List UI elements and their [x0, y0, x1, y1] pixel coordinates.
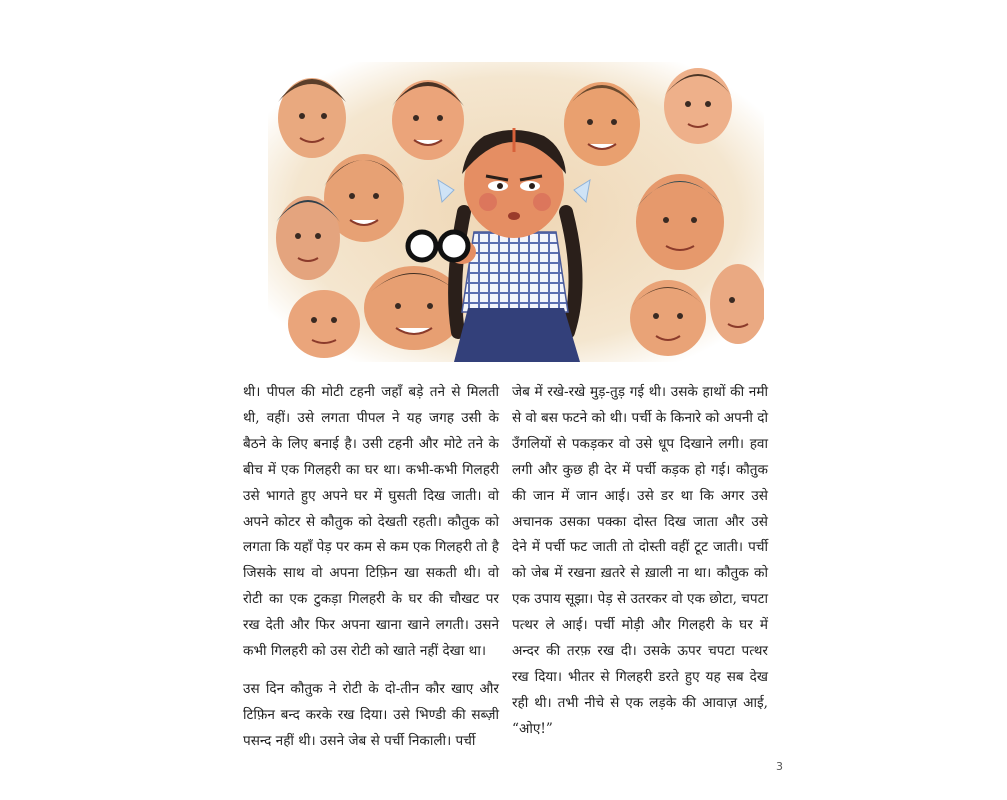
illustration-girl-with-glasses-crowd-icon: [268, 62, 764, 362]
paragraph: उस दिन कौतुक ने रोटी के दो-तीन कौर खाए और टिफ़िन बन्द करके रख दिया। उसे भिण्डी की सब्ज़ी पसन्द नहीं थी। उसने जेब से पर्ची निकाली। पर्ची: [243, 680, 499, 749]
text-column-right: [512, 380, 768, 755]
face: [630, 280, 706, 356]
page-number: 3: [776, 760, 783, 773]
face: [276, 196, 340, 280]
face: [636, 174, 724, 270]
face: [288, 290, 360, 358]
story-illustration: [268, 62, 764, 362]
text-column-left: [243, 380, 499, 767]
face: [710, 264, 764, 344]
face: [278, 78, 346, 158]
paragraph: थी। पीपल की मोटी टहनी जहाँ बड़े तने से मिलती थी, वहीं। उसे लगता पीपल ने यह जगह उसी के बैठने के लिए बनाई है। उसी टहनी और मोटे तने के बीच में एक गिलहरी का घर था। कभी-कभी गिलहरी उसे भागते हुए अपने घर में घुसती दिख जाती। वो अपने कोटर से कौतुक को देखती रहती। कौतुक को लगता कि यहाँ पेड़ पर कम से कम एक गिलहरी तो है जिसके साथ वो अपना टिफ़िन खा सकती थी। वो रोटी का एक टुकड़ा गिलहरी के घर की चौखट पर रख देती और फिर अपना खाना खाने लगती। उसने कभी गिलहरी को उस रोटी को खाते नहीं देखा था।: [243, 384, 499, 660]
face: [392, 80, 464, 160]
face: [664, 68, 732, 144]
paragraph: जेब में रखे-रखे मुड़-तुड़ गई थी। उसके हाथों की नमी से वो बस फटने को थी। पर्ची के किनारे को अपनी दो उँगलियों से पकड़कर वो उसे धूप दिखाने लगी। हवा लगी और कुछ ही देर में पर्ची कड़क हो गई। कौतुक की जान में जान आई। उसे डर था कि अगर उसे अचानक उसका पक्का दोस्त दिख जाता और उसे देने में पर्ची फट जाती तो दोस्ती वहीं टूट जाती। पर्ची को जेब में रखना ख़तरे से ख़ाली ना था। कौतुक को एक उपाय सूझा। पेड़ से उतरकर वो एक छोटा, चपटा पत्थर ले आई। पर्ची मोड़ी और गिलहरी के घर में अन्दर की तरफ़ रख दी। उसके ऊपर चपटा पत्थर रख दिया। भीतर से गिलहरी डरते हुए यह सब देख रही थी। तभी नीचे से एक लड़के की आवाज़ आई, “ओए!”: [512, 384, 769, 737]
face: [564, 82, 640, 166]
